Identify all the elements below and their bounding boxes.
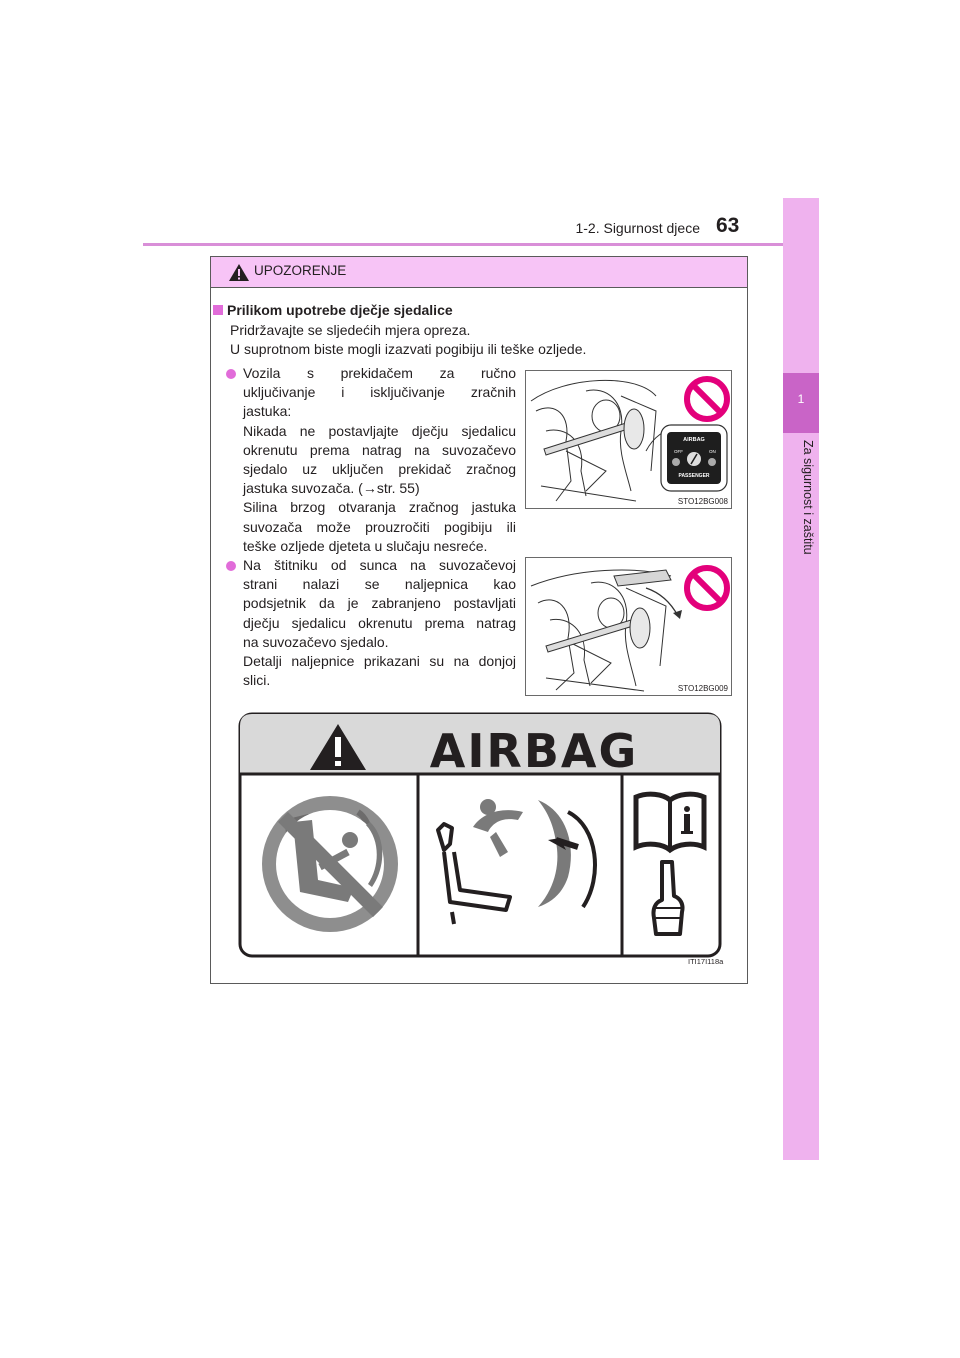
prohibited-icon	[683, 375, 731, 423]
running-header-section: 1-2. Sigurnost djece	[575, 220, 700, 236]
no-rear-facing-seat-icon	[262, 796, 398, 932]
bullet-paragraph-1: Vozila s prekidačem za ručno uključivanje i isključivanje zračnih jastuka: Nikada ne postavljajte dječju sjedalicu okrenutu prema natrag na suvozačevo sjedalo uz uključen prekidač zračnog jastuka suvozača. (→str. 55) Silina brzog otvaranja zračnog jastuka suvozača može prouzročiti pogibiju ili teške ozljede djeteta u slučaju nesreće.	[243, 365, 516, 554]
label-title: AIRBAG	[429, 724, 639, 778]
car-interior-airbag-switch-illustration	[526, 371, 731, 508]
car-interior-sun-visor-illustration	[526, 558, 731, 695]
switch-panel-title: AIRBAG	[683, 437, 705, 443]
chapter-number: 1	[797, 392, 805, 406]
figure-sun-visor-label	[525, 557, 732, 696]
square-bullet-icon	[213, 305, 223, 315]
chapter-title: Za sigurnost i zaštitu	[801, 440, 815, 555]
airbag-warning-label	[238, 712, 722, 958]
label-figure-code: ITI17I118a	[688, 957, 724, 966]
warning-triangle-icon	[228, 263, 250, 282]
bullet-dot-icon	[226, 369, 236, 379]
header-rule	[143, 243, 819, 246]
page-number: 63	[716, 214, 740, 237]
section-heading: Prilikom upotrebe dječje sjedalice	[213, 302, 453, 318]
prohibited-icon	[683, 564, 731, 612]
bullet-paragraph-2: Na štitniku od sunca na suvozačevoj strani nalazi se naljepnica kao podsjetnik da je zabranjeno postavljati dječju sjedalicu okrenutu prema natrag na suvozačevo sjedalo. Detalji naljepnice prikazani su na donjoj slici.	[243, 557, 516, 689]
figure2-code: STO12BG009	[677, 684, 728, 693]
figure1-code: STO12BG008	[677, 497, 728, 506]
bullet-dot-icon	[226, 561, 236, 571]
switch-on-label: ON	[709, 449, 716, 454]
intro-text: Pridržavajte se sljedećih mjera opreza. U suprotnom biste mogli izazvati pogibiju ili teške ozljede.	[230, 322, 587, 357]
figure-child-seat-switch	[525, 370, 732, 509]
side-tab	[783, 198, 819, 1160]
switch-off-label: OFF	[674, 449, 683, 454]
switch-passenger-label: PASSENGER	[678, 473, 710, 479]
warning-title: UPOZORENJE	[254, 263, 347, 278]
owners-manual-book-icon	[636, 794, 704, 850]
